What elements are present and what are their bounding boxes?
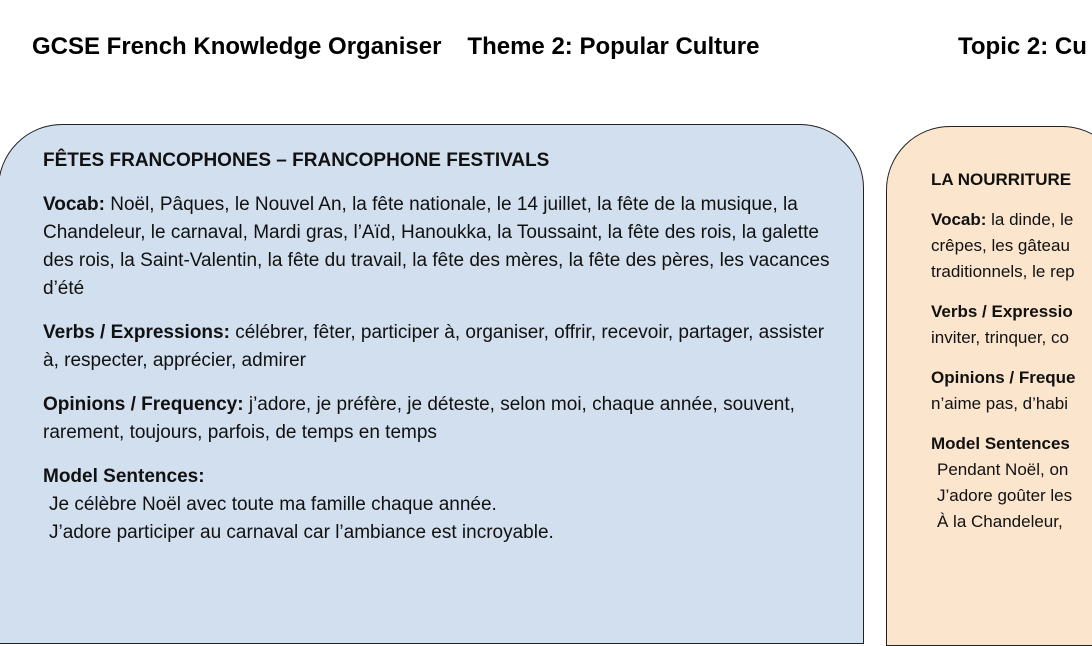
food-verbs-text: inviter, trinquer, co	[931, 328, 1069, 347]
model-sentences-section	[43, 463, 839, 547]
verbs-text: célébrer, fêter, participer à, organiser, offrir, recevoir, partager, assister à, respecter, apprécier, admirer	[43, 322, 825, 371]
food-model-sentence: J’adore goûter les	[937, 486, 1073, 505]
food-vocab-label: Vocab:	[931, 210, 987, 229]
opinions-section	[43, 391, 839, 447]
organiser-title: GCSE French Knowledge Organiser	[32, 33, 442, 60]
food-model-sentence: À la Chandeleur,	[937, 512, 1063, 531]
vocab-label: Vocab:	[43, 194, 105, 215]
festivals-card-title: FÊTES FRANCOPHONES – FRANCOPHONE FESTIVALS	[43, 150, 550, 171]
verbs-section	[43, 319, 839, 375]
page-header	[32, 33, 1087, 61]
vocab-section	[43, 191, 839, 303]
theme-title: Theme 2: Popular Culture	[467, 33, 760, 60]
food-verbs-section	[931, 299, 1092, 351]
model-label: Model Sentences:	[43, 466, 205, 487]
food-card	[886, 126, 1092, 646]
model-sentence: J’adore participer au carnaval car l’ambiance est incroyable.	[49, 522, 554, 543]
topic-title: Topic 2: Cu	[958, 33, 1087, 60]
food-model-section	[931, 431, 1092, 535]
food-opinions-label: Opinions / Freque	[931, 368, 1076, 387]
food-vocab-line: traditionnels, le rep	[931, 262, 1075, 281]
food-vocab-line: la dinde, le	[986, 210, 1074, 229]
food-model-sentence: Pendant Noël, on	[937, 460, 1069, 479]
food-vocab-section	[931, 207, 1092, 285]
food-verbs-label: Verbs / Expressio	[931, 302, 1073, 321]
opinions-label: Opinions / Frequency:	[43, 394, 244, 415]
food-card-content	[931, 167, 1092, 535]
food-opinions-text: n’aime pas, d’habi	[931, 394, 1069, 413]
festivals-card-content	[43, 147, 839, 547]
food-model-label: Model Sentences	[931, 434, 1070, 453]
food-opinions-section	[931, 365, 1092, 417]
vocab-text: Noël, Pâques, le Nouvel An, la fête nationale, le 14 juillet, la fête de la musique, la Chandeleur, le carnaval, Mardi gras, l’Aïd, Hanoukka, la Toussaint, la fête des rois, la galette des rois, la Saint-Valentin, la fête du travail, la fête des mères, la fête des pères, les vacances d’été	[43, 194, 830, 299]
opinions-text: j’adore, je préfère, je déteste, selon moi, chaque année, souvent, rarement, toujours, parfois, de temps en temps	[43, 394, 795, 443]
verbs-label: Verbs / Expressions:	[43, 322, 230, 343]
food-vocab-line: crêpes, les gâteau	[931, 236, 1070, 255]
food-card-title: LA NOURRITURE	[931, 170, 1072, 189]
model-sentence: Je célèbre Noël avec toute ma famille chaque année.	[49, 494, 497, 515]
festivals-card	[0, 124, 864, 644]
